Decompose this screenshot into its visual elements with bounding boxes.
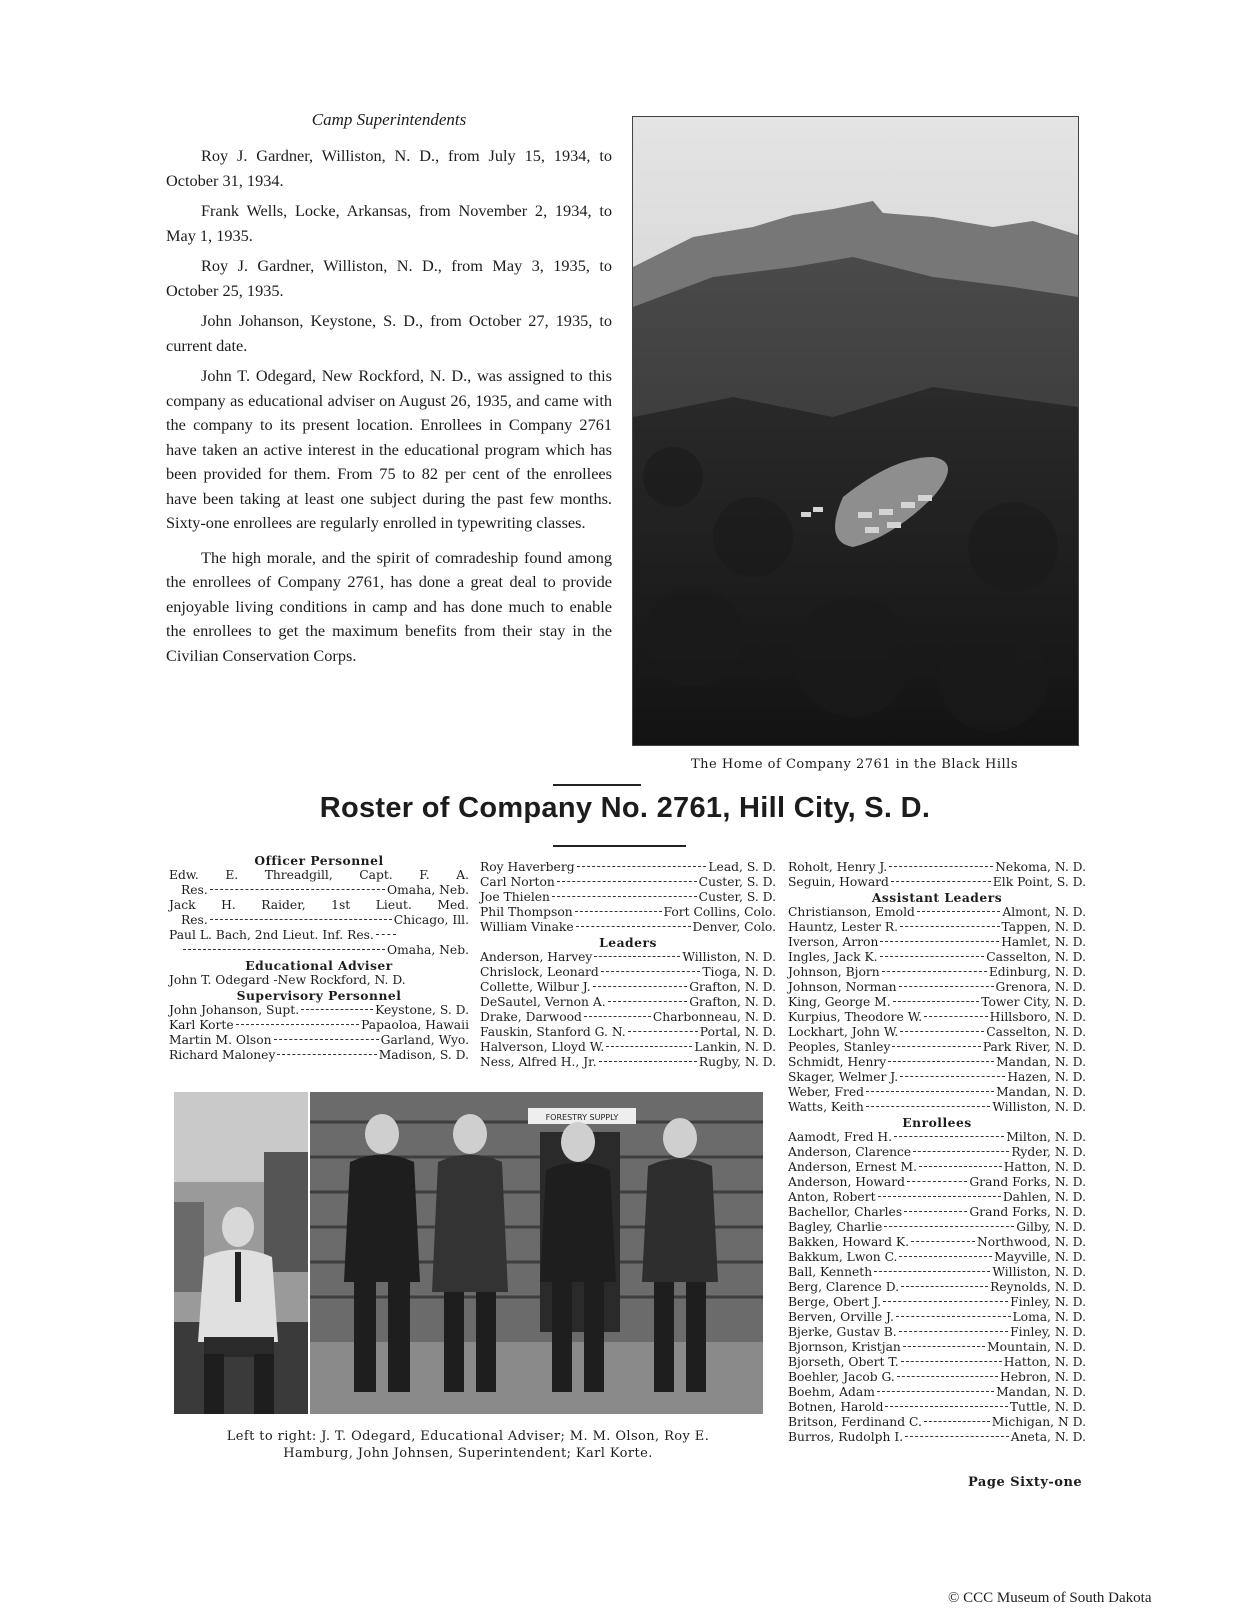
leader-dots [236,1024,359,1025]
leader-dots [893,1001,980,1002]
leader-dots [277,1054,376,1055]
member-hometown: Finley, N. D. [1010,1325,1086,1339]
member-hometown: Williston, N. D. [992,1265,1086,1279]
leader-dots [376,934,396,935]
member-hometown: Denver, Colo. [692,920,776,934]
leader-dots [599,1061,697,1062]
member-hometown: Mandan, N. D. [996,1055,1086,1069]
member-hometown: Edinburg, N. D. [988,965,1086,979]
roster-entry [788,1100,1086,1115]
paragraph: John T. Odegard, New Rockford, N. D., was assigned to this company as educational adviser on August 26, 1935, and came with the company to its present location. Enrollees in Company 2761 have taken an active interest in the educational program which has been provided for them. From 75 to 82 per cent of the enrollees have been taking at least one subject during the past few months. Sixty-one enrollees are regularly enrolled in typewriting classes. [166,366,612,532]
member-hometown: Rugby, N. D. [698,1055,776,1069]
roster-entry [788,1385,1086,1400]
member-name: Lockhart, John W. [788,1025,899,1039]
member-hometown: Tappen, N. D. [1001,920,1086,934]
member-name: Boehm, Adam [788,1385,875,1399]
member-name: Anton, Robert [788,1190,876,1204]
roster-entry [788,1145,1086,1160]
roster-entry [788,860,1086,875]
member-hometown: Hatton, N. D. [1003,1160,1086,1174]
roster-title: Roster of Company No. 2761, Hill City, S. D. [319,792,931,824]
group-photo [310,1092,763,1414]
paragraph: Roy J. Gardner, Williston, N. D., from July 15, 1934, to October 31, 1934. [166,146,612,190]
leader-dots [577,866,707,867]
leader-dots [888,1061,994,1062]
assistant-leaders-list [788,905,1086,1115]
member-hometown: Casselton, N. D. [986,950,1086,964]
member-name: Ness, Alfred H., Jr. [480,1055,597,1069]
member-hometown: Hamlet, N. D. [1001,935,1086,949]
member-name: Bjerke, Gustav B. [788,1325,897,1339]
photo-caption-line: Hamburg, John Johnsen, Superintendent; Karl Korte. [283,1446,653,1461]
leader-dots [274,1039,379,1040]
member-name: John Johanson, Supt. [169,1003,300,1017]
member-hometown: Lankin, N. D. [694,1040,776,1054]
member-hometown: Keystone, S. D. [375,1003,469,1017]
roster-entry [788,1025,1086,1040]
leaders-list [480,950,776,1070]
member-name: Collette, Wilbur J. [480,980,591,994]
leader-dots [885,1406,1007,1407]
member-hometown: Grenora, N. D. [995,980,1086,994]
landscape-caption: The Home of Company 2761 in the Black Hills [690,757,1018,772]
text-fragment: Capt. [359,868,393,882]
staff-list [480,860,776,935]
member-hometown: Mayville, N. D. [994,1250,1086,1264]
leader-dots [575,911,662,912]
member-hometown: Hatton, N. D. [1003,1355,1086,1369]
officer-personnel-header: Officer Personnel [254,853,384,868]
leader-dots [903,1346,985,1347]
leaders-list-continued [788,860,1086,890]
roster-entry [788,1160,1086,1175]
member-hometown: Ryder, N. D. [1011,1145,1086,1159]
member-hometown: Tuttle, N. D. [1009,1400,1086,1414]
leader-dots [878,1196,1001,1197]
roster-entry [169,898,469,913]
roster-entry [788,1190,1086,1205]
member-name: Bakken, Howard K. [788,1235,910,1249]
member-hometown: Mandan, N. D. [996,1085,1086,1099]
leader-dots [911,1241,975,1242]
leader-dots [901,1286,988,1287]
text-fragment: Res. [181,883,208,897]
roster-entry [788,965,1086,980]
member-name: Drake, Darwood [480,1010,582,1024]
text-fragment: H. [221,898,236,912]
text-fragment: Paul L. Bach, 2nd Lieut. Inf. Res. [169,928,374,942]
roster-entry [480,1040,776,1055]
leader-dots [907,1181,967,1182]
leader-dots [210,889,385,890]
member-hometown: Williston, N. D. [682,950,776,964]
member-name: Roy Haverberg [480,860,575,874]
leader-dots [880,956,985,957]
member-name: Anderson, Harvey [480,950,593,964]
member-name: Aamodt, Fred H. [788,1130,893,1144]
roster-entry [788,1235,1086,1250]
leader-dots [593,986,688,987]
seated-man-image [174,1092,308,1414]
leader-dots [883,1301,1008,1302]
member-name: Berven, Orville J. [788,1310,894,1324]
leader-dots [899,1331,1008,1332]
roster-entry [480,920,776,935]
member-name: Carl Norton [480,875,555,889]
roster-entry [788,1220,1086,1235]
roster-column-2 [480,860,776,1070]
member-hometown: Casselton, N. D. [986,1025,1086,1039]
member-hometown: Finley, N. D. [1010,1295,1086,1309]
roster-entry [788,1070,1086,1085]
paragraph: Roy J. Gardner, Williston, N. D., from May 3, 1935, to October 25, 1935. [166,256,612,300]
member-hometown: Dahlen, N. D. [1002,1190,1086,1204]
paragraph: The high morale, and the spirit of comradeship found among the enrollees of Company 2761, has done a great deal to provide enjoyable living conditions in camp and has done much to enable the enrollees to get the maximum benefits from their stay in the Civilian Conservation Corps. [166,547,612,665]
member-name: Watts, Keith [788,1100,864,1114]
member-name: Kurpius, Theodore W. [788,1010,923,1024]
roster-entry [480,950,776,965]
roster-entry [788,1205,1086,1220]
roster-entry [480,875,776,890]
roster-entry [788,1250,1086,1265]
leader-dots [608,1001,688,1002]
roster-entry [480,860,776,875]
leader-dots [924,1421,990,1422]
member-name: Skager, Welmer J. [788,1070,899,1084]
roster-entry [480,995,776,1010]
leader-dots [877,1391,994,1392]
member-name: Bachellor, Charles [788,1205,903,1219]
leader-dots [628,1031,698,1032]
member-name: Fauskin, Stanford G. N. [480,1025,626,1039]
member-name: Hauntz, Lester R. [788,920,899,934]
leader-dots [557,881,697,882]
paragraph: John Johanson, Keystone, S. D., from October 27, 1935, to current date. [166,311,612,355]
member-name: Bjorseth, Obert T. [788,1355,899,1369]
roster-entry [480,965,776,980]
roster-entry [788,980,1086,995]
member-hometown: Grafton, N. D. [689,995,776,1009]
leader-dots [892,1046,980,1047]
roster-entry [788,935,1086,950]
leader-dots [899,1256,992,1257]
member-hometown: Hillsboro, N. D. [989,1010,1086,1024]
leader-dots [880,941,999,942]
leader-dots [897,1376,998,1377]
member-hometown: Grand Forks, N. D. [969,1175,1086,1189]
roster-entry [788,1055,1086,1070]
roster-entry [169,928,469,943]
member-name: Chrislock, Leonard [480,965,599,979]
leader-dots [866,1091,994,1092]
leader-dots [606,1046,692,1047]
text-fragment: Lieut. [375,898,412,912]
member-hometown: Hazen, N. D. [1007,1070,1086,1084]
leader-dots [905,1436,1009,1437]
member-name: Burros, Rudolph I. [788,1430,904,1444]
roster-entry [169,1003,469,1018]
member-name: Johnson, Norman [788,980,897,994]
member-name: Berge, Obert J. [788,1295,882,1309]
roster-entry [788,1085,1086,1100]
leader-dots [919,1166,1002,1167]
leader-dots [866,1106,990,1107]
member-hometown: Williston, N. D. [992,1100,1086,1114]
member-hometown: Portal, N. D. [699,1025,776,1039]
leader-dots [917,911,1000,912]
roster-entry [480,1055,776,1070]
member-name: Bjornson, Kristjan [788,1340,901,1354]
member-name: Martin M. Olson [169,1033,272,1047]
member-hometown: Park River, N. D. [982,1040,1086,1054]
member-name: Johnson, Bjorn [788,965,880,979]
leader-dots [301,1009,373,1010]
photo-caption [168,1428,768,1462]
roster-entry [788,1040,1086,1055]
roster-entry [788,1370,1086,1385]
member-name: Britson, Ferdinand C. [788,1415,922,1429]
member-hometown: Mandan, N. D. [996,1385,1086,1399]
roster-entry [788,1355,1086,1370]
member-name: Ball, Kenneth [788,1265,873,1279]
member-hometown: Northwood, N. D. [976,1235,1086,1249]
roster-entry [788,875,1086,890]
roster-entry [788,1430,1086,1445]
leader-dots [594,956,680,957]
member-hometown: Custer, S. D. [698,890,776,904]
member-hometown: Madison, S. D. [378,1048,469,1062]
text-fragment: Edw. [169,868,199,882]
page-number: Page Sixty-one [968,1475,1083,1490]
member-name: DeSautel, Vernon A. [480,995,606,1009]
roster-entry [788,1340,1086,1355]
text-fragment: Threadgill, [264,868,333,882]
leader-dots [899,986,994,987]
member-hometown: Lead, S. D. [708,860,776,874]
member-name: Iverson, Arron [788,935,879,949]
member-hometown: Aneta, N. D. [1010,1430,1086,1444]
roster-entry [788,950,1086,965]
educational-adviser-header: Educational Adviser [245,958,393,973]
enrollees-header: Enrollees [902,1115,972,1130]
member-hometown: Hebron, N. D. [999,1370,1086,1384]
member-hometown: Milton, N. D. [1006,1130,1086,1144]
leaders-header: Leaders [599,935,657,950]
roster-entry [169,913,469,928]
member-name: Boehler, Jacob G. [788,1370,895,1384]
roster-column-1 [169,853,469,1063]
photo-caption-line: Left to right: J. T. Odegard, Educational Adviser; M. M. Olson, Roy E. [226,1429,710,1444]
text-fragment: E. [225,868,239,882]
roster-entry [169,883,469,898]
leader-dots [904,1211,967,1212]
leader-dots [896,1316,1011,1317]
paragraph: Frank Wells, Locke, Arkansas, from November 2, 1934, to May 1, 1935. [166,201,612,245]
member-name: Richard Maloney [169,1048,276,1062]
member-hometown: Loma, N. D. [1012,1310,1086,1324]
portrait-photo [174,1092,308,1414]
member-hometown: Almont, N. D. [1002,905,1086,919]
roster-entry [788,1325,1086,1340]
member-hometown: Tioga, N. D. [702,965,776,979]
roster-entry [169,1018,469,1033]
roster-entry [788,1265,1086,1280]
text-fragment: Res. [181,913,208,927]
roster-entry [788,905,1086,920]
leader-dots [900,1031,984,1032]
leader-dots [552,896,697,897]
roster-entry [480,980,776,995]
member-name: Botnen, Harold [788,1400,884,1414]
roster-column-3 [788,860,1086,1445]
member-hometown: Gilby, N. D. [1016,1220,1086,1234]
member-hometown: Fort Collins, Colo. [663,905,776,919]
member-name: Weber, Fred [788,1085,864,1099]
member-hometown: Custer, S. D. [698,875,776,889]
text-fragment: Chicago, Ill. [393,913,469,927]
leader-dots [913,1151,1009,1152]
member-hometown: Tower City, N. D. [981,995,1086,1009]
text-fragment: F. [419,868,430,882]
copyright-notice: © CCC Museum of South Dakota [948,1590,1152,1606]
member-hometown: Mountain, N. D. [987,1340,1086,1354]
leader-dots [601,971,701,972]
roster-entry [788,1295,1086,1310]
member-name: Seguin, Howard [788,875,889,889]
leader-dots [576,926,691,927]
member-name: Roholt, Henry J. [788,860,888,874]
roster-entry [788,1130,1086,1145]
landscape-photo [632,116,1079,746]
leader-dots [901,1361,1002,1362]
section-heading: Camp Superintendents [311,110,467,129]
roster-entry [788,1010,1086,1025]
member-name: Bagley, Charlie [788,1220,883,1234]
roster-entry [480,905,776,920]
member-name: Halverson, Lloyd W. [480,1040,605,1054]
member-hometown: Nekoma, N. D. [995,860,1086,874]
leader-dots [874,1271,990,1272]
supervisory-list [169,1003,469,1063]
roster-entry [480,1025,776,1040]
roster-entry [169,1048,469,1063]
text-fragment: Omaha, Neb. [387,943,469,957]
member-name: William Vinake [480,920,574,934]
roster-entry [480,1010,776,1025]
roster-entry [169,943,469,958]
member-name: King, George M. [788,995,891,1009]
leader-dots [900,1076,1005,1077]
title-rule-top [553,784,641,786]
assistant-leaders-header: Assistant Leaders [871,890,1003,905]
member-name: Karl Korte [169,1018,234,1032]
leader-dots [900,926,999,927]
member-name: Ingles, Jack K. [788,950,878,964]
member-hometown: Reynolds, N. D. [990,1280,1086,1294]
member-hometown: Michigan, N D. [991,1415,1086,1429]
leader-dots [584,1016,651,1017]
roster-entry [788,1415,1086,1430]
member-hometown: Grand Forks, N. D. [969,1205,1086,1219]
member-name: Phil Thompson [480,905,573,919]
leader-dots [889,866,993,867]
text-fragment: Raider, [261,898,306,912]
leader-dots [894,1136,1004,1137]
member-hometown: Grafton, N. D. [689,980,776,994]
leader-dots [882,971,987,972]
supervisory-personnel-header: Supervisory Personnel [236,988,402,1003]
text-fragment: 1st [331,898,351,912]
member-hometown: Garland, Wyo. [380,1033,469,1047]
roster-entry [788,1310,1086,1325]
landscape-photo-image [633,117,1078,745]
roster-entry [169,868,469,883]
member-name: Anderson, Clarence [788,1145,912,1159]
text-fragment: A. [456,868,469,882]
leader-dots [884,1226,1014,1227]
leader-dots [891,881,991,882]
leader-dots [183,949,385,950]
member-name: Bakkum, Lwon C. [788,1250,898,1264]
member-name: Schmidt, Henry [788,1055,887,1069]
forestry-supply-sign: FORESTRY SUPPLY [545,1113,619,1122]
text-fragment: Omaha, Neb. [387,883,469,897]
roster-entry [480,890,776,905]
member-name: Anderson, Howard [788,1175,906,1189]
text-fragment: Med. [437,898,470,912]
roster-entry [788,1400,1086,1415]
roster-entry [169,1033,469,1048]
member-hometown: Elk Point, S. D. [992,875,1086,889]
roster-entry [788,1175,1086,1190]
member-hometown: Charbonneau, N. D. [652,1010,776,1024]
enrollees-list [788,1130,1086,1445]
roster-entry [788,1280,1086,1295]
roster-entry [788,995,1086,1010]
leader-dots [210,919,392,920]
member-hometown: Papaoloa, Hawaii [361,1018,469,1032]
roster-entry [788,920,1086,935]
text-fragment: Jack [169,898,196,912]
superintendents-section [166,110,612,674]
roster-entry: John T. Odegard -New Rockford, N. D. [169,973,406,987]
member-name: Berg, Clarence D. [788,1280,900,1294]
title-rule-bottom [553,845,686,847]
five-men-image [310,1092,763,1414]
member-name: Christianson, Emold [788,905,915,919]
member-name: Joe Thielen [480,890,550,904]
member-name: Anderson, Ernest M. [788,1160,917,1174]
leader-dots [924,1016,988,1017]
member-name: Peoples, Stanley [788,1040,891,1054]
